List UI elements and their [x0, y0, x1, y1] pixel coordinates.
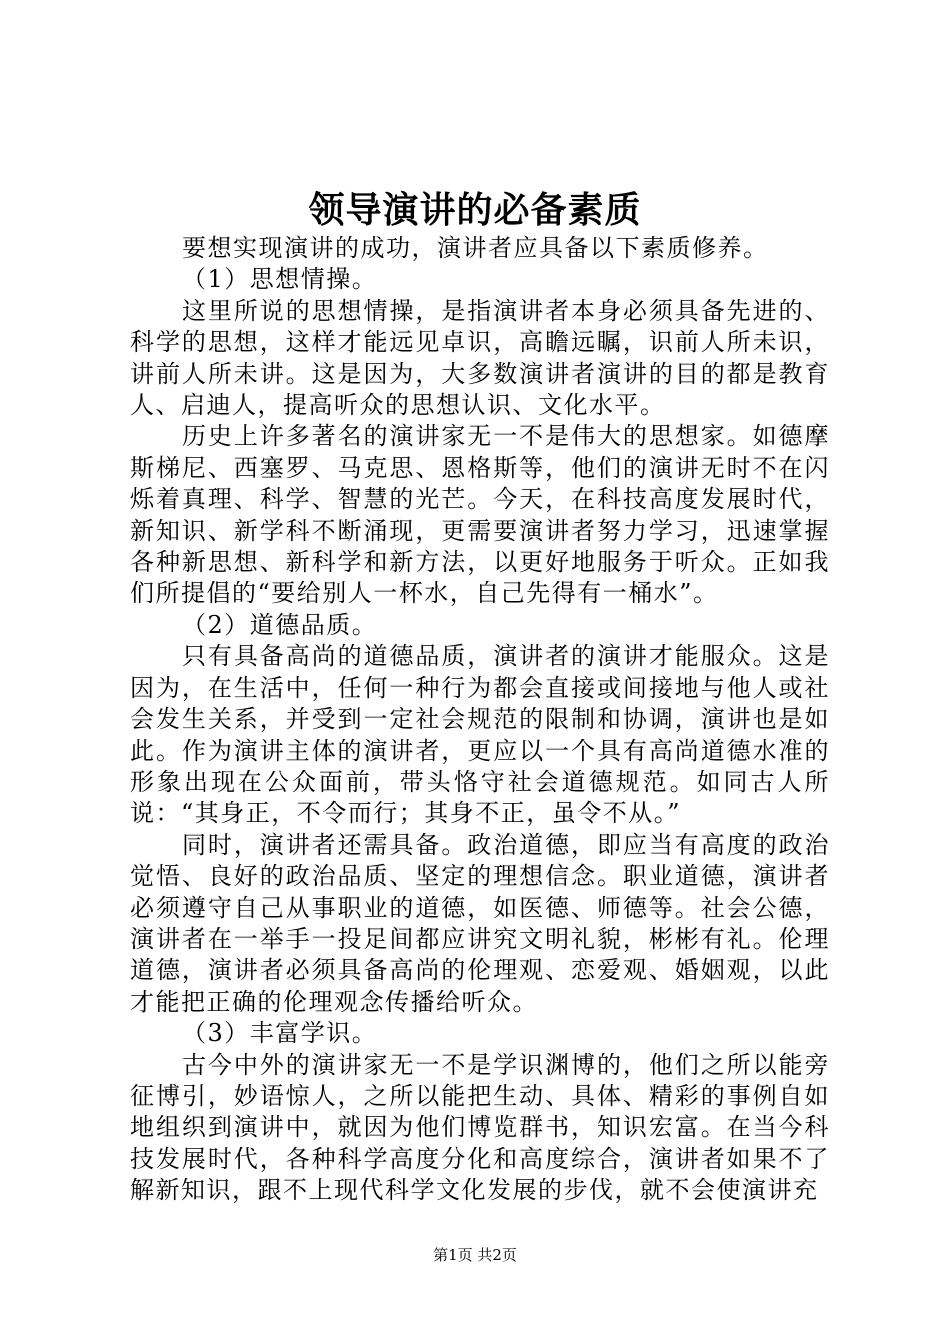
paragraph: 只有具备高尚的道德品质，演讲者的演讲才能服众。这是因为，在生活中，任何一种行为都会直接或间接地与他人或社会发生关系，并受到一定社会规范的限制和协调，演讲也是如此。作为演讲主体的演讲者，更应以一个具有高尚道德水准的形象出现在公众面前，带头恪守社会道德规范。如同古人所说：“其身正，不令而行；其身不正，虽令不从。” [130, 642, 830, 828]
paragraph: 同时，演讲者还需具备。政治道德，即应当有高度的政治觉悟、良好的政治品质、坚定的理想信念。职业道德，演讲者必须遵守自己从事职业的道德，如医德、师德等。社会公德，演讲者在一举手一投足间都应讲究文明礼貌，彬彬有礼。伦理道德，演讲者必须具备高尚的伦理观、恋爱观、婚姻观，以此才能把正确的伦理观念传播给听众。 [130, 830, 830, 1016]
page-footer: 第1页 共2页 [433, 1246, 517, 1264]
document-title: 领导演讲的必备素质 [308, 189, 642, 231]
paragraph-intro: 要想实现演讲的成功，演讲者应具备以下素质修养。 [182, 234, 769, 262]
section-heading-3: （3）丰富学识。 [182, 1019, 378, 1048]
document-body [130, 233, 830, 1207]
paragraph: 古今中外的演讲家无一不是学识渊博的，他们之所以能旁征博引，妙语惊人，之所以能把生动、具体、精彩的事例自如地组织到演讲中，就因为他们博览群书，知识宏富。在当今科技发展时代，各种科学高度分化和高度综合，演讲者如果不了解新知识，跟不上现代科学文化发展的步伐，就不会使演讲充 [130, 1050, 830, 1205]
paragraph: 这里所说的思想情操，是指演讲者本身必须具备先进的、科学的思想，这样才能远见卓识，高瞻远瞩，识前人所未识，讲前人所未讲。这是因为，大多数演讲者演讲的目的都是教育人、启迪人，提高听众的思想认识、文化水平。 [130, 296, 830, 420]
section-heading-2: （2）道德品质。 [182, 610, 378, 639]
section-heading-1: （1）思想情操。 [182, 265, 378, 294]
paragraph: 历史上许多著名的演讲家无一不是伟大的思想家。如德摩斯梯尼、西塞罗、马克思、恩格斯等，他们的演讲无时不在闪烁着真理、科学、智慧的光芒。今天，在科技高度发展时代，新知识、新学科不断涌现，更需要演讲者努力学习，迅速掌握各种新思想、新科学和新方法，以更好地服务于听众。正如我们所提倡的“要给别人一杯水，自己先得有一桶水”。 [130, 422, 830, 608]
